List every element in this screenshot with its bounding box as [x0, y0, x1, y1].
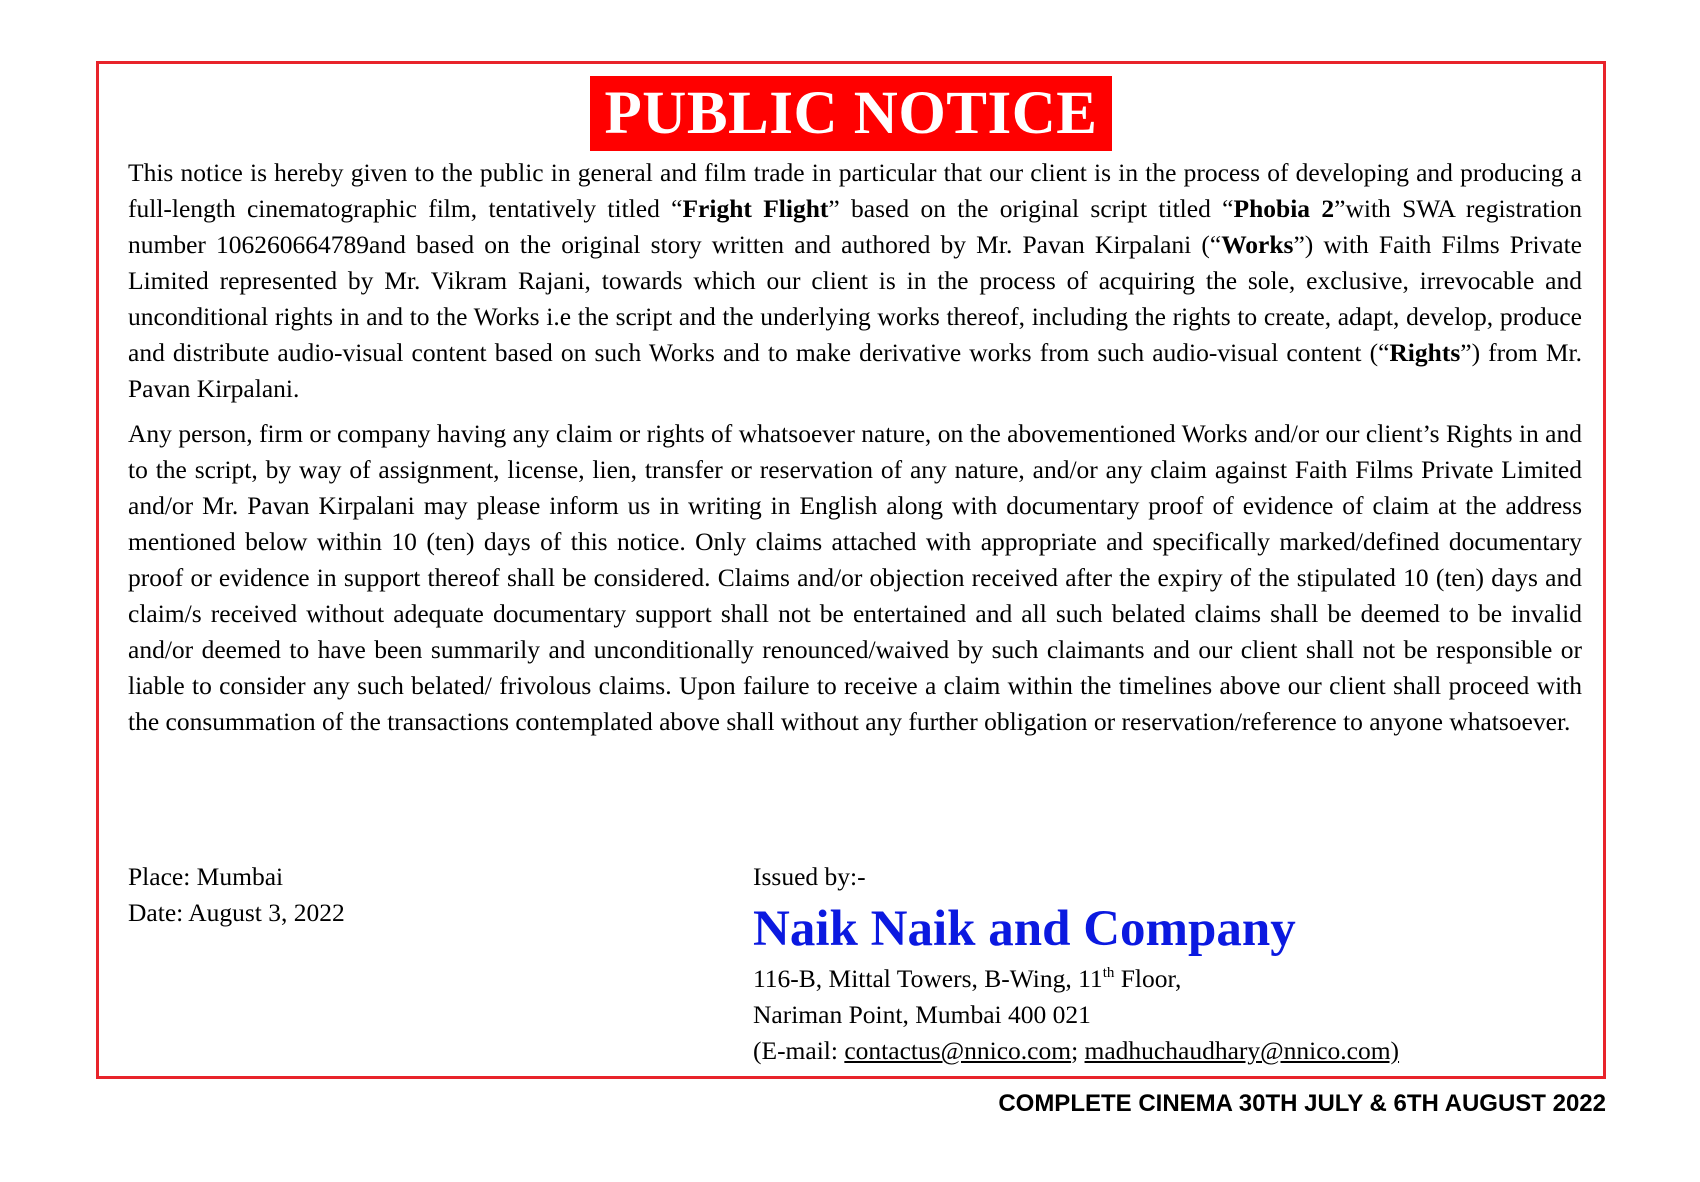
notice-title: PUBLIC NOTICE	[590, 76, 1113, 151]
para1-text-5: ”) from Mr. Pavan Kirpalani.	[128, 338, 1582, 403]
firm-name: Naik Naik and Company	[753, 901, 1296, 957]
notice-body	[128, 155, 1582, 749]
issued-by-label: Issued by:-	[753, 862, 866, 891]
works-term: Works	[1221, 230, 1294, 259]
rights-term: Rights	[1389, 338, 1461, 367]
address-line-1	[753, 961, 1399, 997]
para1-text-4: ”) with Faith Films Private Limited represented by Mr. Vikram Rajani, towards which our client is in the process of acquiring the sole, exclusive, irrevocable and unconditional rights in and to the Works i.e the script and the underlying works thereof, including the rights to create, adapt, develop, produce and distribute audio-visual content based on such Works and to make derivative works from such audio-visual content (“	[128, 230, 1582, 367]
email-prefix: (E-mail:	[753, 1036, 845, 1065]
notice-frame	[96, 61, 1606, 1079]
place-line: Place: Mumbai	[128, 862, 284, 891]
title-wrapper	[99, 76, 1603, 151]
email-separator: ;	[1071, 1036, 1085, 1065]
para1-text-1: This notice is hereby given to the public in general and film trade in particular that our client is in the process of developing and producing a full-length cinematographic film, tentatively titled “	[128, 158, 1582, 223]
paragraph-2: Any person, firm or company having any claim or rights of whatsoever nature, on the abovementioned Works and/or our client’s Rights in and to the script, by way of assignment, license, lien, transfer or reservation of any nature, and/or any claim against Faith Films Private Limited and/or Mr. Pavan Kirpalani may please inform us in writing in English along with documentary proof of evidence of claim at the address mentioned below within 10 (ten) days of this notice. Only claims attached with appropriate and specifically marked/defined documentary proof or evidence in support thereof shall be considered. Claims and/or objection received after the expiry of the stipulated 10 (ten) days and claim/s received without adequate documentary support shall not be entertained and all such belated claims shall be deemed to be invalid and/or deemed to have been summarily and unconditionally renounced/waived by such claimants and our client shall not be responsible or liable to consider any such belated/ frivolous claims. Upon failure to receive a claim within the timelines above our client shall proceed with the consummation of the transactions contemplated above shall without any further obligation or reservation/reference to anyone whatsoever.	[128, 419, 1582, 736]
email-line	[753, 1033, 1399, 1069]
email-link-contactus[interactable]: contactus@nnico.com	[844, 1036, 1072, 1065]
address-line-1-sup: th	[1102, 965, 1115, 981]
address-line-1-a: 116-B, Mittal Towers, B-Wing, 11	[753, 964, 1103, 993]
paragraph-1	[128, 155, 1582, 407]
publication-footer: COMPLETE CINEMA 30TH JULY & 6TH AUGUST 2022	[998, 1090, 1606, 1117]
place-date-block	[128, 859, 345, 931]
address-line-1-b: Floor,	[1114, 964, 1182, 993]
address-line-2: Nariman Point, Mumbai 400 021	[753, 1000, 1091, 1029]
para1-text-2: ” based on the original script titled “	[828, 194, 1234, 223]
film-title: Fright Flight	[682, 194, 829, 223]
script-title: Phobia 2	[1233, 194, 1335, 223]
issuer-block	[753, 859, 1399, 1069]
date-line: Date: August 3, 2022	[128, 898, 345, 927]
para1-text-3: ”with SWA registration number 106260664789and based on the original story written and authored by Mr. Pavan Kirpalani (“	[128, 194, 1583, 259]
email-link-madhu[interactable]: madhuchaudhary@nnico.com)	[1084, 1036, 1400, 1065]
